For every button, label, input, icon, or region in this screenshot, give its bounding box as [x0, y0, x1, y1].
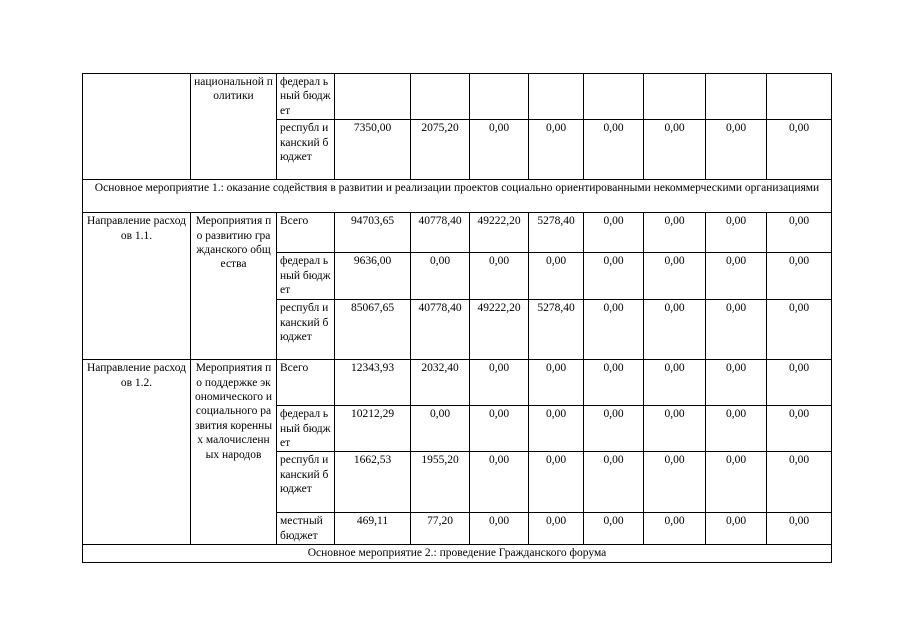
table-row — [83, 213, 832, 253]
value-cell: 5278,40 — [529, 300, 584, 360]
source-cell: республ иканский бюджет — [277, 300, 335, 360]
direction-cell — [83, 74, 191, 180]
value-cell: 49222,20 — [470, 213, 529, 253]
value-cell: 49222,20 — [470, 300, 529, 360]
value-cell — [767, 74, 832, 120]
value-cell: 0,00 — [767, 253, 832, 300]
value-cell — [335, 74, 411, 120]
source-cell: местный бюджет — [277, 513, 335, 545]
value-cell: 0,00 — [767, 213, 832, 253]
value-cell: 2075,20 — [411, 120, 470, 180]
value-cell: 0,00 — [584, 120, 644, 180]
value-cell: 94703,65 — [335, 213, 411, 253]
value-cell: 0,00 — [644, 120, 706, 180]
value-cell: 0,00 — [706, 300, 767, 360]
value-cell — [470, 74, 529, 120]
value-cell: 0,00 — [411, 406, 470, 452]
value-cell: 0,00 — [644, 253, 706, 300]
value-cell: 0,00 — [584, 300, 644, 360]
source-cell: федерал ьный бюджет — [277, 253, 335, 300]
source-cell: республ иканский бюджет — [277, 452, 335, 513]
value-cell: 1662,53 — [335, 452, 411, 513]
value-cell: 0,00 — [644, 513, 706, 545]
value-cell: 0,00 — [529, 120, 584, 180]
value-cell: 0,00 — [584, 213, 644, 253]
main-event-row — [83, 545, 832, 563]
value-cell: 0,00 — [470, 120, 529, 180]
value-cell: 0,00 — [767, 406, 832, 452]
source-cell: республ иканский бюджет — [277, 120, 335, 180]
value-cell: 0,00 — [529, 513, 584, 545]
value-cell: 10212,29 — [335, 406, 411, 452]
direction-cell: Направление расходов 1.2. — [83, 360, 191, 545]
value-cell: 0,00 — [470, 452, 529, 513]
value-cell: 0,00 — [706, 513, 767, 545]
value-cell: 0,00 — [644, 300, 706, 360]
value-cell: 0,00 — [529, 253, 584, 300]
source-cell: федерал ьный бюджет — [277, 406, 335, 452]
value-cell: 0,00 — [584, 360, 644, 406]
value-cell: 85067,65 — [335, 300, 411, 360]
value-cell: 0,00 — [584, 253, 644, 300]
direction-cell: Направление расходов 1.1. — [83, 213, 191, 360]
value-cell: 0,00 — [767, 513, 832, 545]
source-cell: Всего — [277, 213, 335, 253]
value-cell: 0,00 — [767, 452, 832, 513]
value-cell: 0,00 — [706, 213, 767, 253]
value-cell: 0,00 — [706, 452, 767, 513]
value-cell: 0,00 — [411, 253, 470, 300]
value-cell — [584, 74, 644, 120]
value-cell: 0,00 — [529, 360, 584, 406]
source-cell: федерал ьный бюджет — [277, 74, 335, 120]
value-cell: 0,00 — [767, 360, 832, 406]
value-cell: 0,00 — [470, 253, 529, 300]
value-cell: 469,11 — [335, 513, 411, 545]
value-cell: 0,00 — [767, 300, 832, 360]
value-cell: 0,00 — [706, 253, 767, 300]
value-cell: 0,00 — [767, 120, 832, 180]
value-cell: 9636,00 — [335, 253, 411, 300]
value-cell — [644, 74, 706, 120]
value-cell: 0,00 — [584, 406, 644, 452]
table-row — [83, 360, 832, 406]
event-name-cell: Мероприятия по поддержке экономического и социального развития коренных малочисленных народов — [191, 360, 277, 545]
value-cell: 0,00 — [706, 406, 767, 452]
value-cell: 0,00 — [644, 406, 706, 452]
value-cell: 0,00 — [529, 406, 584, 452]
value-cell: 0,00 — [584, 452, 644, 513]
value-cell: 0,00 — [644, 213, 706, 253]
value-cell: 40778,40 — [411, 300, 470, 360]
value-cell: 0,00 — [584, 513, 644, 545]
table-row — [83, 74, 832, 120]
value-cell: 1955,20 — [411, 452, 470, 513]
source-cell: Всего — [277, 360, 335, 406]
main-event-heading: Основное мероприятие 2.: проведение Гражданского форума — [83, 545, 832, 563]
event-name-cell: Мероприятия по развитию гражданского общества — [191, 213, 277, 360]
value-cell: 7350,00 — [335, 120, 411, 180]
value-cell: 0,00 — [529, 452, 584, 513]
value-cell — [706, 74, 767, 120]
value-cell: 40778,40 — [411, 213, 470, 253]
value-cell — [411, 74, 470, 120]
budget-table — [82, 73, 832, 563]
value-cell: 0,00 — [706, 120, 767, 180]
main-event-heading: Основное мероприятие 1.: оказание содействия в развитии и реализации проектов социально ориентированными некоммерческими организациями — [83, 180, 832, 213]
value-cell — [529, 74, 584, 120]
value-cell: 77,20 — [411, 513, 470, 545]
event-name-cell: национальной политики — [191, 74, 277, 180]
main-event-row — [83, 180, 832, 213]
value-cell: 2032,40 — [411, 360, 470, 406]
value-cell: 0,00 — [470, 513, 529, 545]
value-cell: 0,00 — [706, 360, 767, 406]
value-cell: 0,00 — [470, 360, 529, 406]
value-cell: 12343,93 — [335, 360, 411, 406]
value-cell: 5278,40 — [529, 213, 584, 253]
value-cell: 0,00 — [644, 360, 706, 406]
value-cell: 0,00 — [470, 406, 529, 452]
value-cell: 0,00 — [644, 452, 706, 513]
